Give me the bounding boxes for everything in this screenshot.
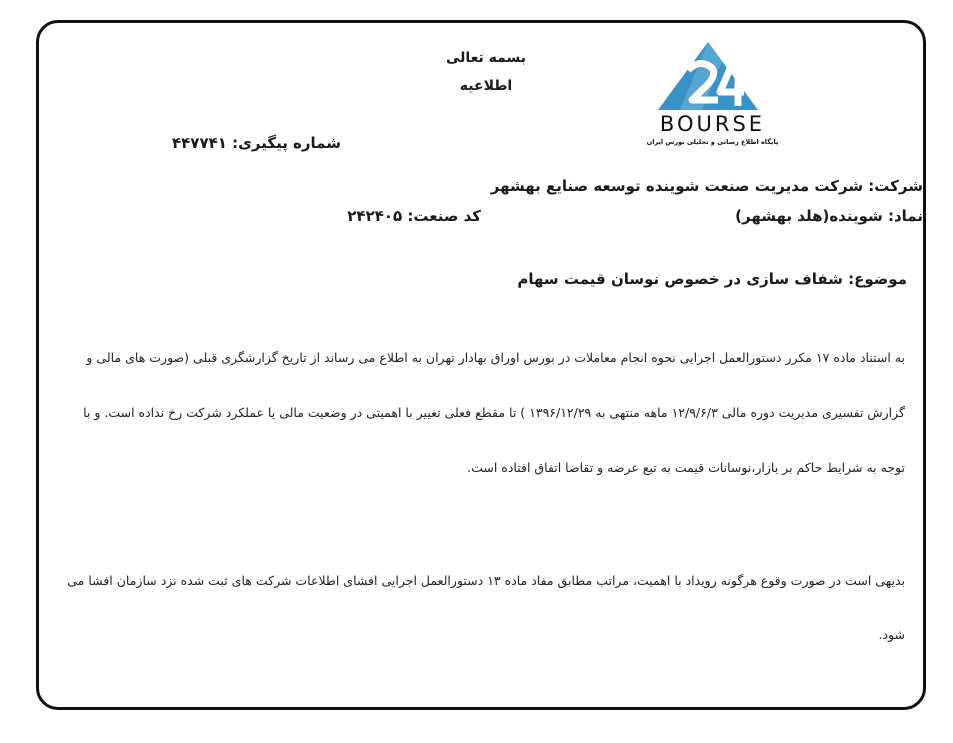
body-paragraph-2-line-1: بدیهی است در صورت وقوع هرگونه رویداد با اهمیت، مراتب مطابق مفاد ماده ۱۳ دستورالعمل اجرایی افشای اطلاعات شرکت های ثبت شده نزد سازمان افشا می (67, 573, 905, 588)
company-symbol: نماد: شوینده(هلد بهشهر) (735, 207, 923, 225)
body-paragraph-2-line-2: شود. (878, 627, 905, 642)
industry-code: کد صنعت: ۲۴۲۴۰۵ (347, 207, 481, 225)
body-paragraph-1-line-1: به استناد ماده ۱۷ مکرر دستورالعمل اجرایی نحوه انجام معاملات در بورس اوراق بهادار تهران به اطلاع می رساند از تاریخ گزارشگری قبلی (صورت های مالی و (86, 350, 905, 365)
header-bismillah: بسمه تعالی (445, 50, 527, 66)
bourse-logo (640, 40, 785, 152)
body-paragraph-1-line-3: توجه به شرایط حاکم بر بازار،نوسانات قیمت به تبع عرضه و تقاضا اتفاق افتاده است. (467, 460, 905, 475)
logo-wordmark: BOURSE (659, 112, 766, 136)
tracking-number: شماره پیگیری: ۴۴۷۷۴۱ (172, 134, 341, 152)
header-announcement: اطلاعیه (459, 78, 513, 94)
subject-line: موضوع: شفاف سازی در خصوص نوسان قیمت سهام (517, 270, 907, 288)
body-paragraph-1-line-2: گزارش تفسیری مدیریت دوره مالی ۱۲/۹/۶/۳ ماهه منتهی به ۱۳۹۶/۱۲/۲۹ ) تا مقطع فعلی تغییر با اهمیتی در وضعیت مالی یا عملکرد شرکت رخ نداده است. و با (83, 405, 905, 420)
logo-tagline: پایگاه اطلاع رسانی و تحلیلی بورس ایران (646, 138, 779, 146)
company-name: شرکت: شرکت مدیریت صنعت شوینده توسعه صنایع بهشهر (490, 177, 923, 195)
bourse-logo-mark (640, 40, 785, 115)
document-frame (36, 20, 926, 710)
